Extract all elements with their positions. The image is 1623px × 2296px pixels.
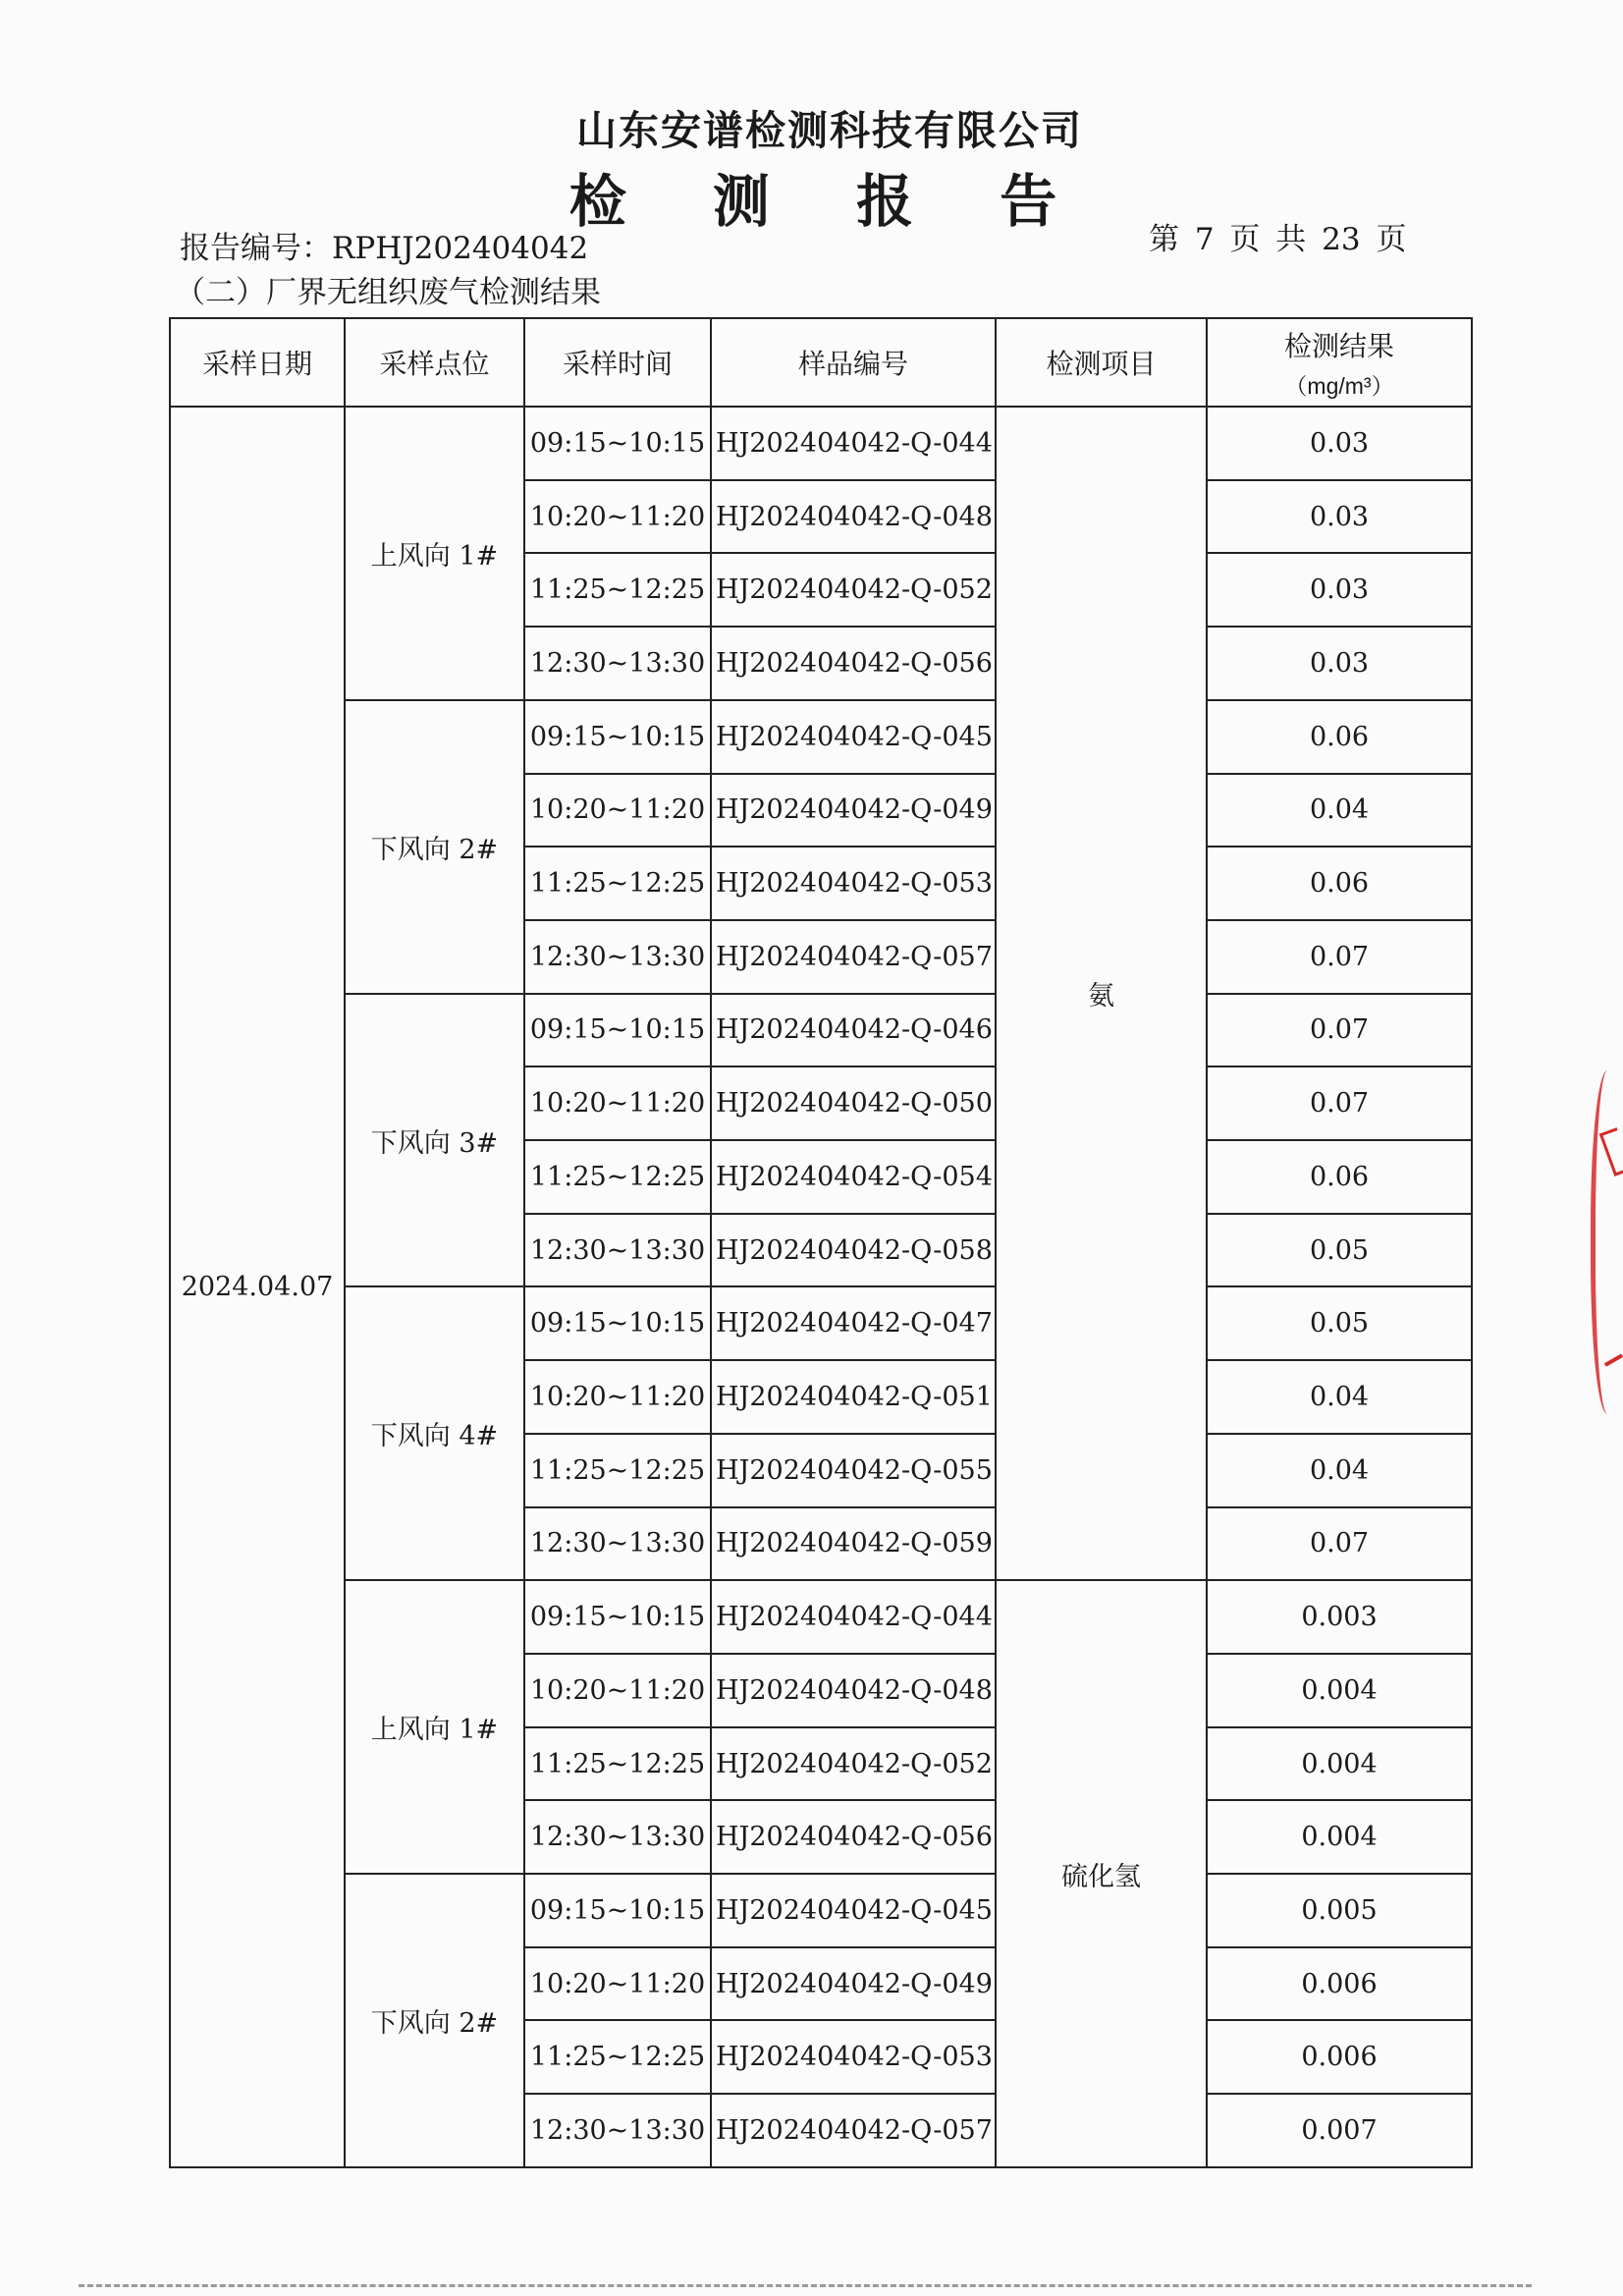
table-header-row: [170, 318, 1472, 407]
result-value-cell: 0.03: [1207, 627, 1472, 700]
section-title: （二）厂界无组织废气检测结果: [175, 275, 601, 310]
sampling-time-cell: 11:25~12:25: [524, 2020, 711, 2094]
result-value-cell: 0.004: [1207, 1727, 1472, 1801]
result-value-cell: 0.04: [1207, 1434, 1472, 1507]
result-value-cell: 0.003: [1207, 1580, 1472, 1654]
sample-number-cell: HJ202404042-Q-056: [711, 1800, 996, 1874]
sampling-time-cell: 11:25~12:25: [524, 553, 711, 627]
detection-item-cell: 氨: [996, 407, 1207, 1580]
sample-number-cell: HJ202404042-Q-058: [711, 1214, 996, 1287]
header-item: 检测项目: [996, 318, 1207, 407]
header-result-label: 检测结果: [1283, 329, 1394, 362]
sample-number-cell: HJ202404042-Q-045: [711, 1874, 996, 1947]
table-row: [170, 1286, 1472, 1360]
sample-number-cell: HJ202404042-Q-047: [711, 1286, 996, 1360]
sample-number-cell: HJ202404042-Q-055: [711, 1434, 996, 1507]
sample-number-cell: HJ202404042-Q-046: [711, 994, 996, 1067]
result-value-cell: 0.004: [1207, 1800, 1472, 1874]
sampling-point-cell: 上风向 1#: [345, 1580, 524, 1874]
sampling-time-cell: 10:20~11:20: [524, 480, 711, 554]
header-point: 采样点位: [345, 318, 524, 407]
table-row: [170, 700, 1472, 774]
sampling-time-cell: 12:30~13:30: [524, 627, 711, 700]
header-date: 采样日期: [170, 318, 345, 407]
header-result: [1207, 318, 1472, 407]
table-row: [170, 407, 1472, 480]
report-number: 报告编号：RPHJ202404042: [180, 231, 589, 266]
sampling-time-cell: 09:15~10:15: [524, 1286, 711, 1360]
table-row: [170, 994, 1472, 1067]
result-value-cell: 0.04: [1207, 1360, 1472, 1434]
sample-number-cell: HJ202404042-Q-052: [711, 1727, 996, 1801]
sampling-time-cell: 09:15~10:15: [524, 407, 711, 480]
company-name: 山东安谱检测科技有限公司: [576, 107, 1083, 154]
sampling-time-cell: 09:15~10:15: [524, 994, 711, 1067]
table-row: [170, 1580, 1472, 1654]
sample-number-cell: HJ202404042-Q-053: [711, 847, 996, 920]
result-value-cell: 0.03: [1207, 407, 1472, 480]
sample-number-cell: HJ202404042-Q-059: [711, 1507, 996, 1581]
sample-number-cell: HJ202404042-Q-049: [711, 1947, 996, 2021]
sample-number-cell: HJ202404042-Q-054: [711, 1140, 996, 1214]
sampling-point-cell: 下风向 4#: [345, 1286, 524, 1580]
detection-item-cell: 硫化氢: [996, 1580, 1207, 2167]
sampling-time-cell: 10:20~11:20: [524, 1947, 711, 2021]
sampling-time-cell: 12:30~13:30: [524, 920, 711, 994]
result-value-cell: 0.03: [1207, 553, 1472, 627]
scan-edge-line: [79, 2284, 1532, 2290]
result-value-cell: 0.07: [1207, 1507, 1472, 1581]
header-time: 采样时间: [524, 318, 711, 407]
result-value-cell: 0.006: [1207, 2020, 1472, 2094]
sampling-time-cell: 11:25~12:25: [524, 847, 711, 920]
sampling-time-cell: 11:25~12:25: [524, 1434, 711, 1507]
sampling-time-cell: 10:20~11:20: [524, 1360, 711, 1434]
sample-number-cell: HJ202404042-Q-053: [711, 2020, 996, 2094]
result-value-cell: 0.03: [1207, 480, 1472, 554]
sample-number-cell: HJ202404042-Q-044: [711, 407, 996, 480]
sample-number-cell: HJ202404042-Q-057: [711, 920, 996, 994]
sampling-time-cell: 10:20~11:20: [524, 1066, 711, 1140]
result-value-cell: 0.05: [1207, 1214, 1472, 1287]
sampling-time-cell: 12:30~13:30: [524, 1800, 711, 1874]
result-value-cell: 0.007: [1207, 2094, 1472, 2167]
results-body: [170, 407, 1472, 2167]
sampling-time-cell: 09:15~10:15: [524, 1580, 711, 1654]
report-title: 检 测 报 告: [568, 168, 1091, 235]
header-sample-no: 样品编号: [711, 318, 996, 407]
sampling-time-cell: 09:15~10:15: [524, 700, 711, 774]
page-info: 第 7 页 共 23 页: [1149, 222, 1407, 257]
sample-number-cell: HJ202404042-Q-052: [711, 553, 996, 627]
sampling-point-cell: 上风向 1#: [345, 407, 524, 700]
header-result-unit: （mg/m³）: [1284, 372, 1394, 399]
sampling-point-cell: 下风向 2#: [345, 700, 524, 994]
result-value-cell: 0.06: [1207, 1140, 1472, 1214]
result-value-cell: 0.07: [1207, 920, 1472, 994]
result-value-cell: 0.004: [1207, 1654, 1472, 1727]
sampling-time-cell: 12:30~13:30: [524, 1507, 711, 1581]
sampling-time-cell: 10:20~11:20: [524, 1654, 711, 1727]
result-value-cell: 0.05: [1207, 1286, 1472, 1360]
sample-number-cell: HJ202404042-Q-048: [711, 480, 996, 554]
sampling-time-cell: 11:25~12:25: [524, 1727, 711, 1801]
sampling-time-cell: 12:30~13:30: [524, 2094, 711, 2167]
result-value-cell: 0.07: [1207, 1066, 1472, 1140]
sampling-date-cell: 2024.04.07: [170, 407, 345, 2167]
sampling-time-cell: 11:25~12:25: [524, 1140, 711, 1214]
result-value-cell: 0.005: [1207, 1874, 1472, 1947]
result-value-cell: 0.04: [1207, 774, 1472, 847]
table-row: [170, 1874, 1472, 1947]
result-value-cell: 0.06: [1207, 700, 1472, 774]
result-value-cell: 0.07: [1207, 994, 1472, 1067]
sampling-time-cell: 09:15~10:15: [524, 1874, 711, 1947]
sample-number-cell: HJ202404042-Q-056: [711, 627, 996, 700]
sampling-point-cell: 下风向 2#: [345, 1874, 524, 2167]
sample-number-cell: HJ202404042-Q-048: [711, 1654, 996, 1727]
sample-number-cell: HJ202404042-Q-057: [711, 2094, 996, 2167]
result-value-cell: 0.006: [1207, 1947, 1472, 2021]
sample-number-cell: HJ202404042-Q-051: [711, 1360, 996, 1434]
sample-number-cell: HJ202404042-Q-044: [711, 1580, 996, 1654]
sampling-time-cell: 12:30~13:30: [524, 1214, 711, 1287]
result-value-cell: 0.06: [1207, 847, 1472, 920]
sample-number-cell: HJ202404042-Q-045: [711, 700, 996, 774]
sample-number-cell: HJ202404042-Q-050: [711, 1066, 996, 1140]
sample-number-cell: HJ202404042-Q-049: [711, 774, 996, 847]
sampling-point-cell: 下风向 3#: [345, 994, 524, 1287]
sampling-time-cell: 10:20~11:20: [524, 774, 711, 847]
results-table: [169, 317, 1473, 2168]
